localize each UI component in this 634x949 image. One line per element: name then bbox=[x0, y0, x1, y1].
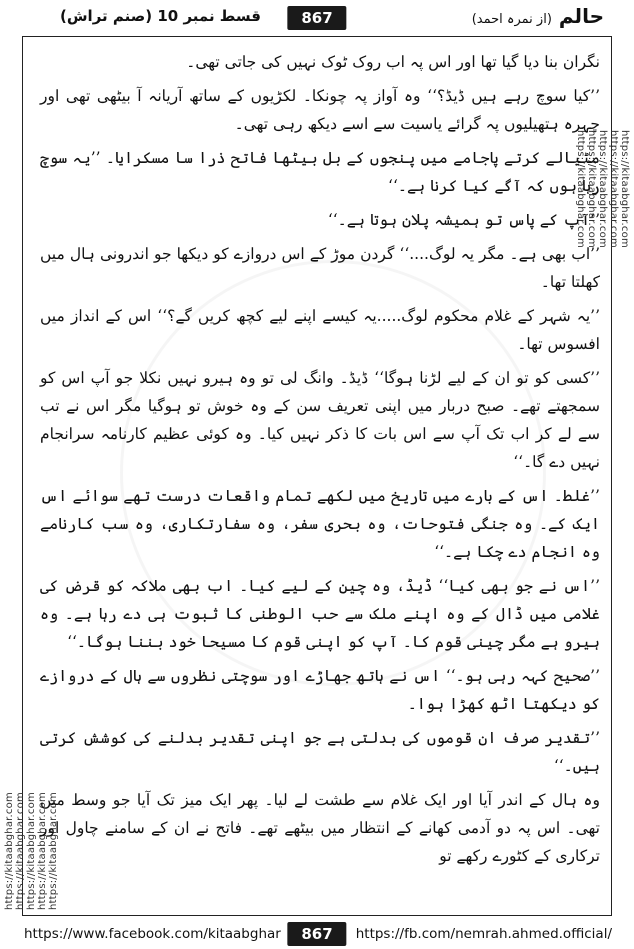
paragraph: ’’غلط۔ اس کے بارے میں تاریخ میں لکھے تمام واقعات درست تھے سوائے اس ایک کے۔ وہ جنگی فتوحات، وہ بحری سفر، وہ سفارتکاری، وہ سب کارنامے وہ انجام دے چکا ہے۔‘‘ bbox=[40, 487, 600, 561]
side-link-right: https://kitaabghar.com bbox=[597, 130, 608, 248]
side-link-left: https://kitaabghar.com bbox=[4, 792, 15, 910]
story-text bbox=[40, 48, 600, 876]
page-number-bottom: 867 bbox=[287, 922, 346, 946]
author-text: (از نمرہ احمد) bbox=[471, 12, 552, 27]
book-title bbox=[472, 4, 604, 28]
paragraph: ’’تقدیر صرف ان قوموں کی بدلتی ہے جو اپنی تقدیر بدلنے کی کوشش کرتی ہیں۔‘‘ bbox=[40, 729, 600, 775]
title-text: حالم bbox=[558, 4, 604, 28]
paragraph: ’’یہ شہر کے غلام محکوم لوگ.....یہ کیسے اپنے لیے کچھ کریں گے؟‘‘ اس کے انداز میں افسوس تھا۔ bbox=[40, 307, 600, 353]
page-number-top: 867 bbox=[287, 6, 346, 30]
side-link-right: https://kitaabghar.com bbox=[619, 130, 630, 248]
side-link-left: https://kitaabghar.com bbox=[48, 792, 59, 910]
paragraph: ’’کسی کو تو ان کے لیے لڑنا ہوگا‘‘ ڈیڈ۔ وانگ لی تو وہ ہیرو نہیں نکلا جو آپ اس کو سمجھتے تھے۔ صبح دربار میں اپنی تعریف سن کے وہ خوش تو ہوگیا مگر اس نے تب سے لے کر اب تک آپ سے اس بات کا ذکر نہیں کیا۔ وہ کوئی عظیم کارنامہ سرانجام نہیں دے گا۔‘‘ bbox=[40, 369, 600, 471]
paragraph: ’’آپ کے پاس تو ہمیشہ پلان ہوتا ہے۔‘‘ bbox=[327, 211, 600, 229]
paragraph: ’’اس نے جو بھی کیا‘‘ ڈیڈ، وہ چین کے لیے کیا۔ اب بھی ملاکہ کو قرض کی غلامی میں ڈال کے وہ اپنے ملک سے حب الوطنی کا ثبوت ہی دے رہا ہے۔ وہ ہیرو ہے مگر چینی قوم کا۔ آپ کو اپنی قوم کا مسیحا خود بننا ہوگا۔‘‘ bbox=[40, 577, 600, 651]
facebook-link[interactable]: https://www.facebook.com/kitaabghar bbox=[24, 926, 281, 942]
paragraph: ’’کیا سوچ رہے ہیں ڈیڈ؟‘‘ وہ آواز پہ چونکا۔ لکڑیوں کے ساتھ آریانہ آ بیٹھی تھی اور چہرہ ہتھیلیوں پہ گرائے یاسیت سے اسے دیکھ رہی تھی۔ bbox=[40, 87, 600, 133]
paragraph: مٹیالے کرتے پاجامے میں پنجوں کے بل بیٹھا فاتح ذرا سا مسکرایا۔ ’’یہ سوچ رہا ہوں کہ آگے کیا کرنا ہے۔‘‘ bbox=[40, 149, 600, 195]
side-link-right: https://kitaabghar.com bbox=[575, 130, 586, 248]
paragraph: وہ ہال کے اندر آیا اور ایک غلام سے طشت لے لیا۔ پھر ایک میز تک آیا جو وسط میں تھی۔ اس پہ دو آدمی کھانے کے انتظار میں بیٹھے تھے۔ فاتح نے ان کے سامنے چاول اور ترکاری کے کٹورے رکھے تو bbox=[40, 791, 600, 865]
installment-label: قسط نمبر 10 (صنم تراش) bbox=[60, 7, 261, 25]
side-link-right: https://kitaabghar.com bbox=[608, 130, 619, 248]
paragraph: ’’صحیح کہہ رہی ہو۔‘‘ اس نے ہاتھ جھاڑے اور سوچتی نظروں سے ہال کے دروازے کو دیکھتا اٹھ کھڑا ہوا۔ bbox=[40, 667, 600, 713]
side-link-left: https://kitaabghar.com bbox=[26, 792, 37, 910]
paragraph: نگران بنا دیا گیا تھا اور اس پہ اب روک ٹوک نہیں کی جاتی تھی۔ bbox=[186, 53, 600, 71]
page-header bbox=[0, 0, 634, 36]
side-link-left: https://kitaabghar.com bbox=[37, 792, 48, 910]
page-footer bbox=[0, 918, 634, 949]
paragraph: ’’اب بھی ہے۔ مگر یہ لوگ....‘‘ گردن موڑ کے اس دروازے کو دیکھا جو اندرونی ہال میں کھلتا تھا۔ bbox=[40, 245, 600, 291]
side-link-right: https://kitaabghar.com bbox=[586, 130, 597, 248]
author-facebook-link[interactable]: https://fb.com/nemrah.ahmed.official/ bbox=[355, 926, 612, 942]
side-link-left: https://kitaabghar.com bbox=[15, 792, 26, 910]
